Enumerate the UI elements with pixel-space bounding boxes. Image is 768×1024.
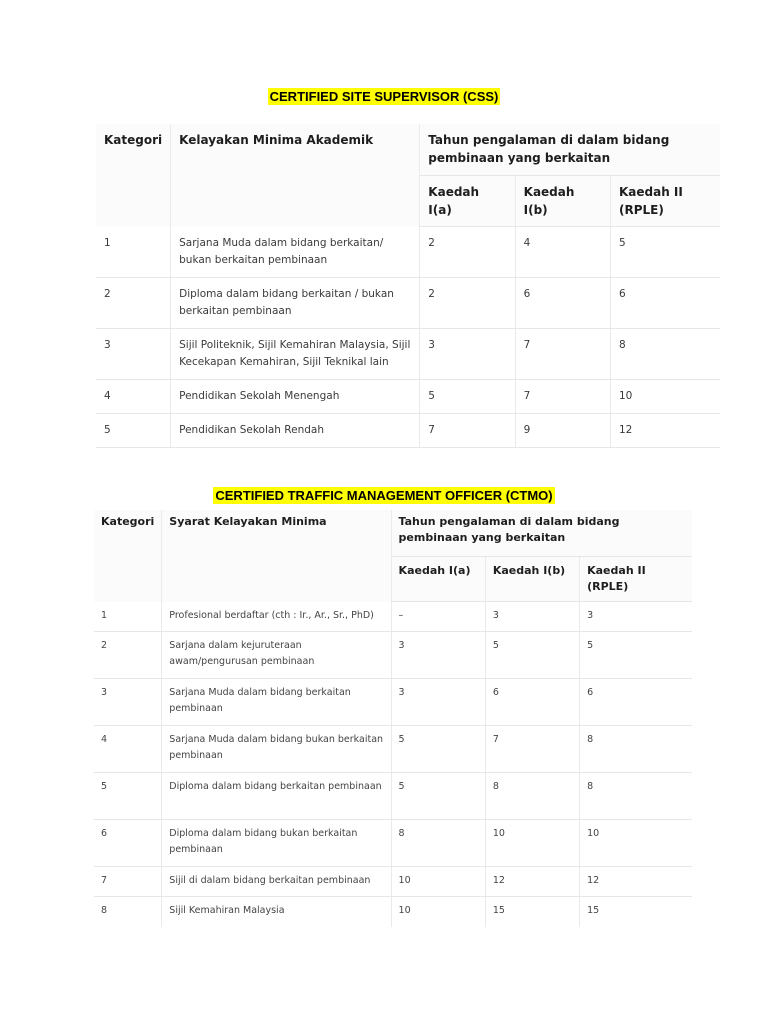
cell-kaedah-1a: 10 bbox=[391, 897, 485, 927]
cell-kaedah-1b: 7 bbox=[485, 726, 579, 773]
cell-kategori: 2 bbox=[96, 278, 171, 329]
cell-kategori: 3 bbox=[94, 679, 162, 726]
ctmo-header-syarat: Syarat Kelayakan Minima bbox=[162, 510, 391, 602]
table-row bbox=[94, 897, 692, 927]
cell-kategori: 7 bbox=[94, 867, 162, 897]
table-row bbox=[96, 329, 720, 380]
cell-kaedah-1a: 3 bbox=[420, 329, 515, 380]
cell-kaedah-1a: 5 bbox=[420, 380, 515, 414]
cell-kategori: 1 bbox=[94, 602, 162, 632]
cell-kaedah-1b: 5 bbox=[485, 632, 579, 679]
table-row bbox=[94, 867, 692, 897]
cell-kaedah-2: 8 bbox=[580, 773, 692, 820]
cell-kaedah-1a: 5 bbox=[391, 726, 485, 773]
cell-kategori: 4 bbox=[94, 726, 162, 773]
cell-kaedah-2: 10 bbox=[610, 380, 720, 414]
cell-kaedah-1a: 2 bbox=[420, 278, 515, 329]
cell-kaedah-1b: 7 bbox=[515, 329, 610, 380]
css-header-tahun: Tahun pengalaman di dalam bidang pembinaan yang berkaitan bbox=[420, 124, 720, 176]
cell-kaedah-1b: 9 bbox=[515, 414, 610, 448]
css-table bbox=[96, 124, 720, 448]
ctmo-title-wrap bbox=[0, 488, 768, 503]
cell-kaedah-1a: 3 bbox=[391, 679, 485, 726]
cell-kaedah-2: 12 bbox=[610, 414, 720, 448]
ctmo-title: CERTIFIED TRAFFIC MANAGEMENT OFFICER (CTMO) bbox=[215, 488, 553, 503]
css-header-row bbox=[96, 124, 720, 176]
cell-syarat: Sijil Kemahiran Malaysia bbox=[162, 897, 391, 927]
cell-kaedah-2: 8 bbox=[610, 329, 720, 380]
ctmo-header-kaedah-1b: Kaedah I(b) bbox=[485, 557, 579, 602]
css-header-kaedah-1a: Kaedah I(a) bbox=[420, 176, 515, 227]
table-row bbox=[96, 414, 720, 448]
cell-syarat: Sijil di dalam bidang berkaitan pembinaan bbox=[162, 867, 391, 897]
cell-kaedah-2: 6 bbox=[610, 278, 720, 329]
table-row bbox=[94, 726, 692, 773]
cell-kaedah-2: 5 bbox=[580, 632, 692, 679]
cell-kelayakan: Diploma dalam bidang berkaitan / bukan berkaitan pembinaan bbox=[171, 278, 420, 329]
cell-kaedah-1b: 10 bbox=[485, 820, 579, 867]
ctmo-header-kategori: Kategori bbox=[94, 510, 162, 602]
cell-kategori: 5 bbox=[94, 773, 162, 820]
table-row bbox=[94, 602, 692, 632]
cell-kategori: 1 bbox=[96, 227, 171, 278]
ctmo-header-kaedah-2: Kaedah II (RPLE) bbox=[580, 557, 692, 602]
table-row bbox=[94, 820, 692, 867]
cell-kaedah-2: 6 bbox=[580, 679, 692, 726]
cell-syarat: Sarjana dalam kejuruteraan awam/pengurusan pembinaan bbox=[162, 632, 391, 679]
cell-kaedah-1b: 6 bbox=[515, 278, 610, 329]
cell-kategori: 2 bbox=[94, 632, 162, 679]
cell-kaedah-1a: 5 bbox=[391, 773, 485, 820]
cell-kaedah-1b: 12 bbox=[485, 867, 579, 897]
table-row bbox=[94, 773, 692, 820]
cell-kategori: 5 bbox=[96, 414, 171, 448]
css-header-kaedah-2: Kaedah II (RPLE) bbox=[610, 176, 720, 227]
cell-kelayakan: Sijil Politeknik, Sijil Kemahiran Malaysia, Sijil Kecekapan Kemahiran, Sijil Teknikal lain bbox=[171, 329, 420, 380]
ctmo-header-kaedah-1a: Kaedah I(a) bbox=[391, 557, 485, 602]
cell-syarat: Diploma dalam bidang bukan berkaitan pembinaan bbox=[162, 820, 391, 867]
cell-kaedah-2: 15 bbox=[587, 905, 600, 916]
css-title-wrap bbox=[0, 89, 768, 104]
css-header-kategori: Kategori bbox=[96, 124, 171, 227]
cell-kaedah-2: 3 bbox=[580, 602, 692, 632]
cell-kaedah-1b: 8 bbox=[485, 773, 579, 820]
cell-kaedah-1b: 15 bbox=[485, 897, 579, 927]
cell-kaedah-1b: 4 bbox=[515, 227, 610, 278]
cell-syarat: Profesional berdaftar (cth : Ir., Ar., Sr., PhD) bbox=[162, 602, 391, 632]
cell-kaedah-1a: 7 bbox=[420, 414, 515, 448]
cell-kaedah-1b: 3 bbox=[485, 602, 579, 632]
ctmo-header-tahun: Tahun pengalaman di dalam bidang pembinaan yang berkaitan bbox=[391, 510, 692, 557]
cell-kaedah-1a: 3 bbox=[391, 632, 485, 679]
cell-kaedah-1b: 7 bbox=[515, 380, 610, 414]
ctmo-header-row bbox=[94, 510, 692, 557]
cell-kelayakan: Pendidikan Sekolah Menengah bbox=[171, 380, 420, 414]
cell-kategori: 4 bbox=[96, 380, 171, 414]
css-header-kaedah-1b: Kaedah I(b) bbox=[515, 176, 610, 227]
cell-kaedah-2: 10 bbox=[580, 820, 692, 867]
cell-kaedah-1a: – bbox=[391, 602, 485, 632]
cell-kaedah-1b: 6 bbox=[485, 679, 579, 726]
css-title: CERTIFIED SITE SUPERVISOR (CSS) bbox=[269, 89, 499, 104]
cell-syarat: Sarjana Muda dalam bidang bukan berkaitan pembinaan bbox=[162, 726, 391, 773]
cell-kaedah-1a: 10 bbox=[391, 867, 485, 897]
cell-kelayakan: Pendidikan Sekolah Rendah bbox=[171, 414, 420, 448]
cell-kaedah-2: 12 bbox=[580, 867, 692, 897]
cell-syarat: Diploma dalam bidang berkaitan pembinaan bbox=[162, 773, 391, 820]
cell-kaedah-1a: 8 bbox=[391, 820, 485, 867]
table-row bbox=[96, 227, 720, 278]
cell-kelayakan: Sarjana Muda dalam bidang berkaitan/ bukan berkaitan pembinaan bbox=[171, 227, 420, 278]
table-row bbox=[96, 278, 720, 329]
ctmo-table bbox=[94, 510, 692, 927]
cell-kategori: 3 bbox=[96, 329, 171, 380]
css-header-kelayakan: Kelayakan Minima Akademik bbox=[171, 124, 420, 227]
cell-kaedah-2: 8 bbox=[580, 726, 692, 773]
cell-kaedah-1a: 2 bbox=[420, 227, 515, 278]
table-row bbox=[94, 632, 692, 679]
cell-kategori: 6 bbox=[94, 820, 162, 867]
cell-kategori: 8 bbox=[94, 897, 162, 927]
cell-syarat: Sarjana Muda dalam bidang berkaitan pembinaan bbox=[162, 679, 391, 726]
table-row bbox=[94, 679, 692, 726]
cell-kaedah-2: 5 bbox=[610, 227, 720, 278]
table-row bbox=[96, 380, 720, 414]
